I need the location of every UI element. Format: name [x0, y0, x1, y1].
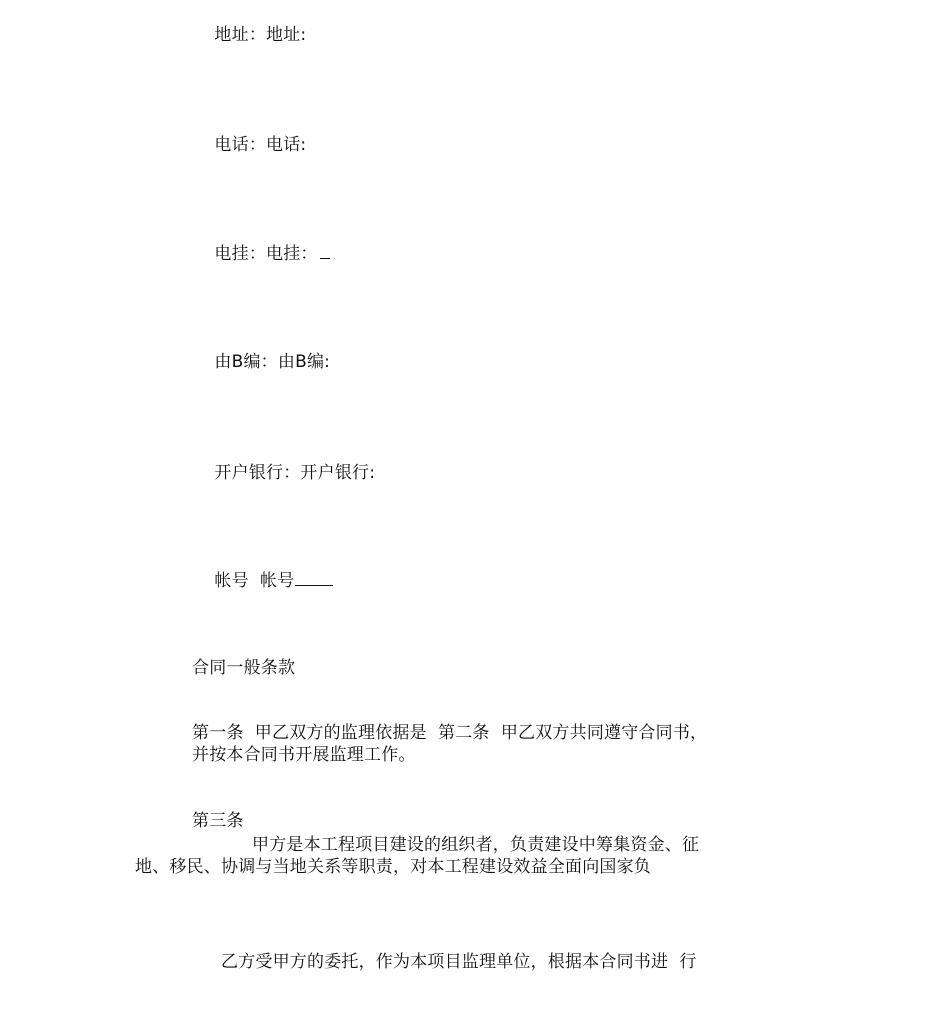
article-3-line-1: 甲方是本工程项目建设的组织者，负责建设中筹集资金、征 [252, 835, 700, 855]
telegraph-blank-line [320, 244, 330, 259]
article-3-line-2: 地、移民、协调与当地关系等职责，对本工程建设效益全面向国家负 [135, 857, 651, 877]
article-1-2-line-1: 第一条 甲乙双方的监理依据是 第二条 甲乙双方共同遵守合同书， [192, 723, 708, 743]
address-label: 地址：地址: [214, 25, 307, 45]
bank-label: 开户银行：开户银行: [214, 463, 376, 483]
account-field [192, 548, 333, 614]
postcode-label: 由B编：由B编: [214, 352, 331, 372]
article-1-2-line-2: 并按本合同书开展监理工作。 [192, 745, 416, 765]
article-3-heading: 第三条 [192, 811, 244, 831]
telegraph-field [192, 221, 330, 287]
party-b-paragraph: 乙方受甲方的委托，作为本项目监理单位，根据本合同书进 行 [221, 952, 697, 972]
telegraph-label: 电挂：电挂： [214, 244, 318, 264]
account-label: 帐号 帐号 [214, 571, 295, 591]
phone-field [192, 112, 306, 178]
phone-label: 电话：电话: [214, 135, 307, 155]
address-field [192, 2, 306, 68]
section-title: 合同一般条款 [192, 658, 296, 678]
postcode-field [192, 329, 330, 395]
account-blank-line [295, 574, 333, 586]
bank-field [192, 440, 375, 506]
